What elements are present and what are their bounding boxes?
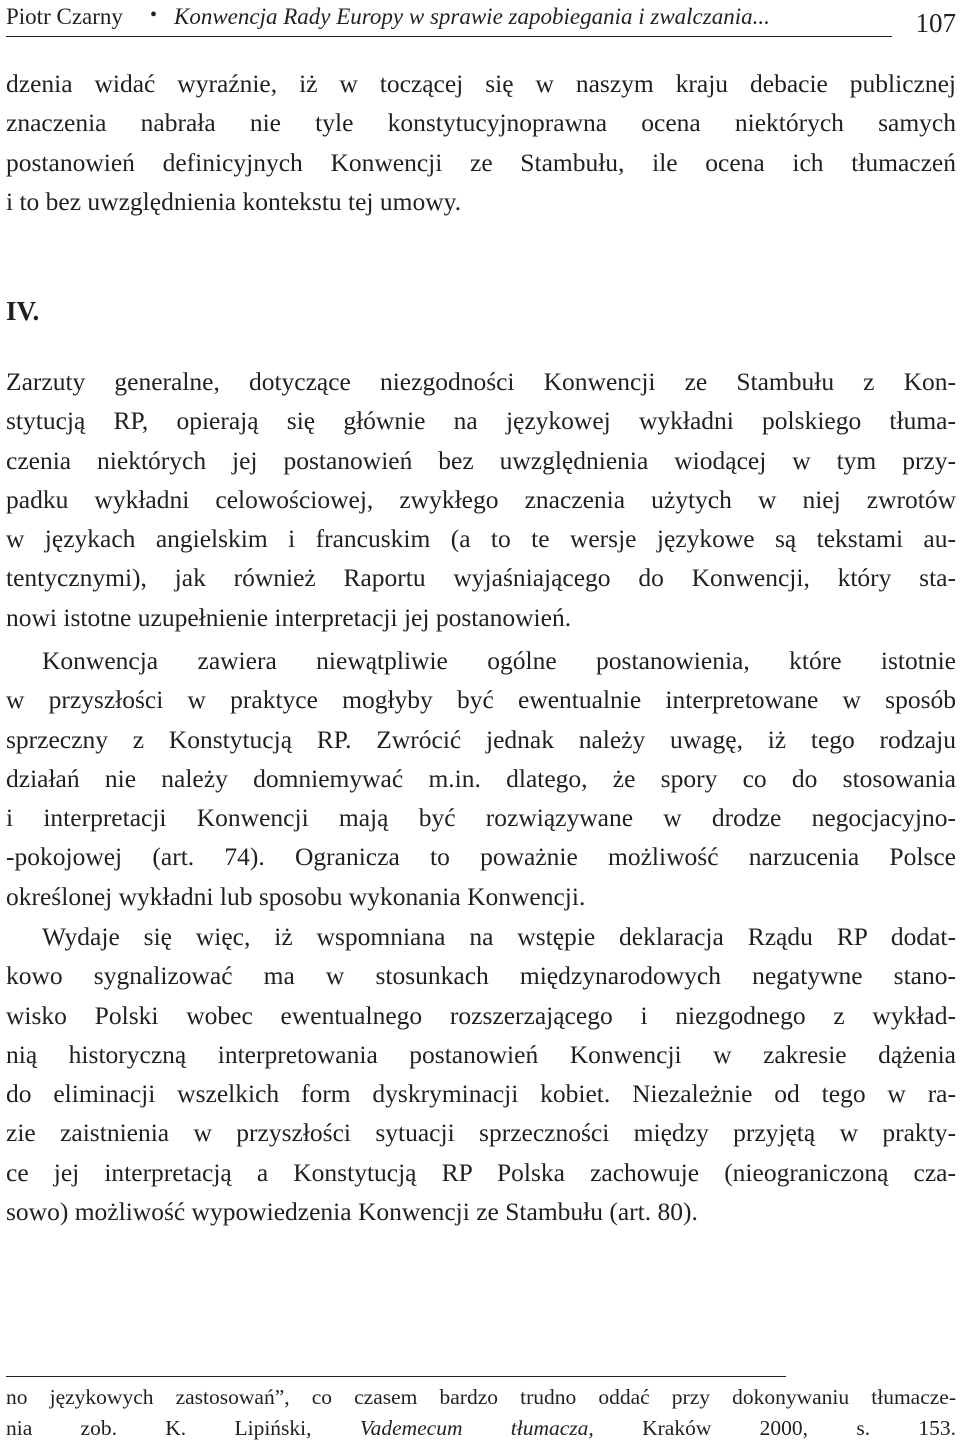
running-header [6,2,956,42]
footnote-text: Kraków 2000, s. 153. [593,1416,956,1440]
paragraph [6,641,956,916]
header-title: Konwencja Rady Europy w sprawie zapobiegania i zwalczania... [174,4,770,29]
text-line: -pokojowej (art. 74). Ogranicza to poważnie możliwość narzucenia Polsce [6,842,956,872]
text-line: znaczenia nabrała nie tyle konstytucyjnoprawna ocena niektórych samych [6,108,956,138]
text-line: w językach angielskim i francuskim (a to te wersje językowe są tekstami au- [6,524,956,554]
text-line: Zarzuty generalne, dotyczące niezgodności Konwencji ze Stambułu z Kon- [6,367,956,396]
footnote [6,1382,956,1444]
text-line: do eliminacji wszelkich form dyskryminacji kobiet. Niezależnie od tego w ra- [6,1079,956,1109]
text-line: dzenia widać wyraźnie, iż w toczącej się w naszym kraju debacie publicznej [6,69,956,98]
text-line: Konwencja zawiera niewątpliwie ogólne postanowienia, które istotnie [42,646,956,675]
header-rule [6,36,892,37]
text-line: działań nie należy domniemywać m.in. dlatego, że spory co do stosowania [6,763,956,793]
page-number: 107 [915,8,956,38]
text-line: i interpretacji Konwencji mają być rozwiązywane w drodze negocjacyjno- [6,803,956,833]
text-line: zie zaistnienia w przyszłości sytuacji sprzeczności między przyjętą w prakty- [6,1118,956,1148]
paragraph [6,917,956,1231]
paragraph-continuation [6,64,956,221]
text-line: czenia niektórych jej postanowień bez uwzględnienia wiodącej w tym przy- [6,445,956,475]
footnote-book-title: Vademecum tłumacza, [359,1416,594,1440]
text-line: padku wykładni celowościowej, zwykłego znaczenia użytych w niej zwrotów [6,484,956,514]
footnote-rule [6,1376,786,1377]
footnote-text: nia zob. K. Lipiński, [6,1416,360,1440]
paragraph [6,362,956,637]
text-line: nowi istotne uzupełnienie interpretacji jej postanowień. [6,602,572,632]
text-line: postanowień definicyjnych Konwencji ze Stambułu, ile ocena ich tłumaczeń [6,147,956,177]
text-line: sprzeczny z Konstytucją RP. Zwrócić jednak należy uwagę, iż tego rodzaju [6,724,956,754]
text-line: stytucją RP, opierają się głównie na językowej wykładni polskiego tłuma- [6,406,956,436]
text-line: Wydaje się więc, iż wspomniana na wstępie deklaracja Rządu RP dodat- [42,922,956,951]
text-line: nią historyczną interpretowania postanowień Konwencji w zakresie dążenia [6,1039,956,1069]
text-line: ce jej interpretacją a Konstytucją RP Polska zachowuje (nieograniczoną cza- [6,1157,956,1187]
section-heading: IV. [6,296,40,326]
text-line: sowo) możliwość wypowiedzenia Konwencji ze Stambułu (art. 80). [6,1197,698,1227]
text-line: i to bez uwzględnienia kontekstu tej umowy. [6,186,462,216]
footnote-line [6,1413,956,1444]
header-bullet: • [150,4,158,26]
text-line: w przyszłości w praktyce mogłyby być ewentualnie interpretowane w sposób [6,685,956,715]
header-author: Piotr Czarny [6,4,123,29]
text-line: wisko Polski wobec ewentualnego rozszerzającego i niezgodnego z wykład- [6,1000,956,1030]
text-line: kowo sygnalizować ma w stosunkach międzynarodowych negatywne stano- [6,961,956,991]
footnote-line: no językowych zastosowań”, co czasem bardzo trudno oddać przy dokonywaniu tłumacze- [6,1385,956,1409]
text-line: tentycznymi), jak również Raportu wyjaśniającego do Konwencji, który sta- [6,563,956,593]
text-line: określonej wykładni lub sposobu wykonania Konwencji. [6,881,586,911]
